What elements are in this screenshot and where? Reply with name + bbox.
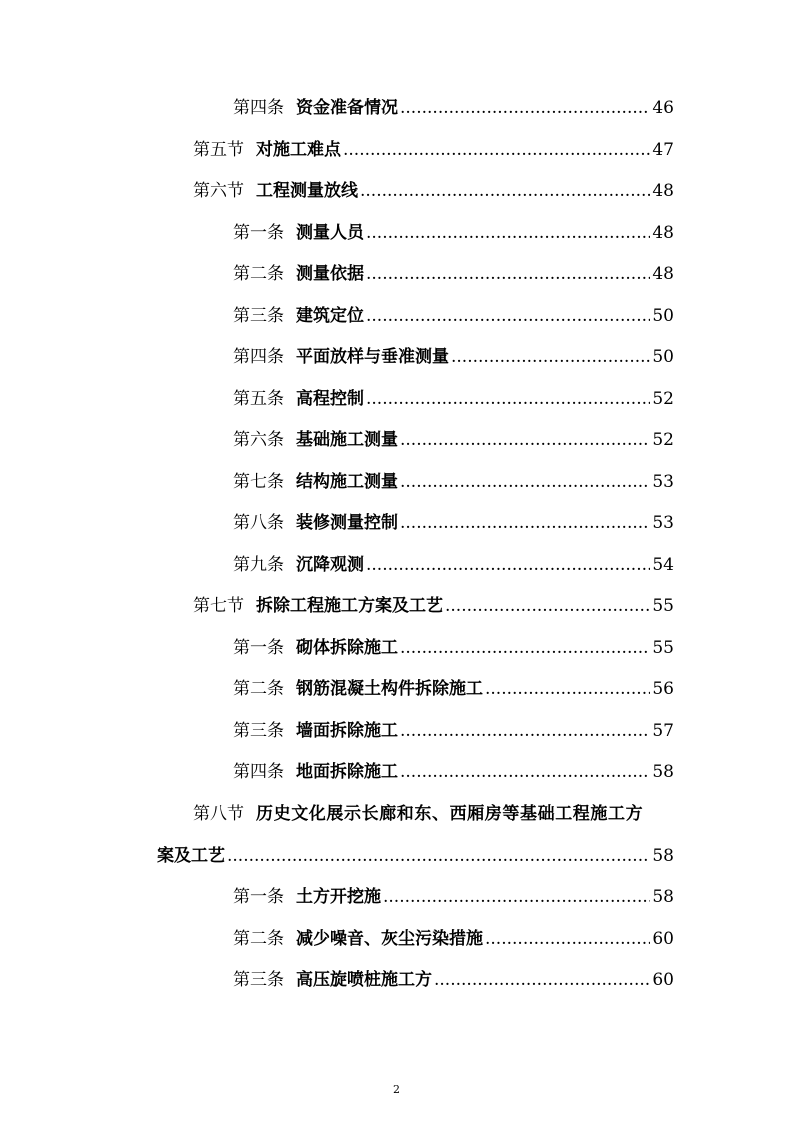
toc-entry[interactable] bbox=[233, 678, 674, 700]
toc-leader-dots bbox=[485, 928, 650, 950]
toc-entry[interactable] bbox=[233, 305, 674, 327]
toc-entry-page: 56 bbox=[652, 679, 674, 699]
toc-entry[interactable] bbox=[233, 388, 674, 410]
toc-entry-page: 60 bbox=[652, 970, 674, 990]
toc-entry-number: 第一条 bbox=[233, 638, 284, 658]
toc-entry-title: 拆除工程施工方案及工艺 bbox=[256, 596, 443, 616]
toc-entry[interactable] bbox=[233, 263, 674, 285]
toc-entry-title: 砌体拆除施工 bbox=[296, 638, 398, 658]
toc-entry-title: 土方开挖施 bbox=[296, 887, 381, 907]
toc-entry-number: 第四条 bbox=[233, 762, 284, 782]
toc-entry-title: 资金准备情况 bbox=[296, 98, 398, 118]
toc-entry-number: 第八条 bbox=[233, 513, 284, 533]
toc-leader-dots bbox=[383, 886, 650, 908]
toc-entry-number: 第三条 bbox=[233, 970, 284, 990]
toc-leader-dots bbox=[400, 720, 650, 742]
toc-entry-page: 53 bbox=[652, 513, 674, 533]
toc-leader-dots bbox=[485, 678, 650, 700]
toc-entry-page: 54 bbox=[652, 555, 674, 575]
toc-entry[interactable] bbox=[233, 928, 674, 950]
toc-entry-title: 钢筋混凝土构件拆除施工 bbox=[296, 679, 483, 699]
toc-leader-dots bbox=[434, 969, 650, 991]
toc-entry-page: 58 bbox=[652, 762, 674, 782]
toc-leader-dots bbox=[366, 222, 650, 244]
toc-leader-dots bbox=[400, 761, 650, 783]
toc-entry-number: 第七条 bbox=[233, 472, 284, 492]
toc-entry-number: 第三条 bbox=[233, 306, 284, 326]
toc-entry[interactable] bbox=[193, 595, 674, 617]
toc-entry[interactable] bbox=[233, 471, 674, 493]
toc-entry[interactable] bbox=[233, 886, 674, 908]
toc-entry-title: 对施工难点 bbox=[256, 140, 341, 160]
toc-entry[interactable] bbox=[233, 637, 674, 659]
toc-leader-dots bbox=[366, 305, 650, 327]
toc-entry-title: 地面拆除施工 bbox=[296, 762, 398, 782]
toc-entry-title: 结构施工测量 bbox=[296, 472, 398, 492]
toc-entry[interactable] bbox=[233, 969, 674, 991]
toc-entry-number: 第九条 bbox=[233, 555, 284, 575]
toc-entry-number: 第八节 bbox=[193, 804, 244, 824]
toc-entry[interactable] bbox=[233, 512, 674, 534]
toc-entry-title: 平面放样与垂准测量 bbox=[296, 347, 449, 367]
toc-leader-dots bbox=[366, 554, 650, 576]
toc-entry[interactable] bbox=[233, 429, 674, 451]
toc-entry-number: 第二条 bbox=[233, 929, 284, 949]
toc-entry-page: 58 bbox=[652, 846, 674, 866]
toc-entry-title: 测量依据 bbox=[296, 264, 364, 284]
toc-entry-continuation[interactable] bbox=[157, 845, 674, 867]
toc-entry-number: 第四条 bbox=[233, 98, 284, 118]
toc-entry-number: 第六条 bbox=[233, 430, 284, 450]
toc-leader-dots bbox=[400, 97, 650, 119]
toc-entry-title: 测量人员 bbox=[296, 223, 364, 243]
toc-leader-dots bbox=[400, 471, 650, 493]
toc-entry[interactable] bbox=[233, 222, 674, 244]
toc-entry-title: 高程控制 bbox=[296, 389, 364, 409]
toc-leader-dots bbox=[400, 429, 650, 451]
toc-entry-page: 60 bbox=[652, 929, 674, 949]
toc-entry-page: 50 bbox=[652, 347, 674, 367]
toc-leader-dots bbox=[227, 845, 650, 867]
toc-entry-page: 48 bbox=[652, 181, 674, 201]
toc-entry[interactable] bbox=[233, 761, 674, 783]
toc-entry-page: 48 bbox=[652, 264, 674, 284]
toc-entry-number: 第七节 bbox=[193, 596, 244, 616]
toc-entry-page: 55 bbox=[652, 596, 674, 616]
toc-leader-dots bbox=[451, 346, 650, 368]
toc-entry-number: 第一条 bbox=[233, 887, 284, 907]
toc-entry-page: 52 bbox=[652, 389, 674, 409]
toc-leader-dots bbox=[343, 139, 650, 161]
toc-entry-title-continued: 案及工艺 bbox=[157, 846, 225, 866]
toc-entry-page: 55 bbox=[652, 638, 674, 658]
toc-leader-dots bbox=[400, 512, 650, 534]
toc-entry-number: 第五节 bbox=[193, 140, 244, 160]
page-number: 2 bbox=[393, 1083, 400, 1096]
toc-entry-title: 装修测量控制 bbox=[296, 513, 398, 533]
toc-entry[interactable] bbox=[193, 180, 674, 202]
toc-entry-number: 第三条 bbox=[233, 721, 284, 741]
toc-entry-page: 48 bbox=[652, 223, 674, 243]
toc-entry-page: 58 bbox=[652, 887, 674, 907]
toc-entry-title: 工程测量放线 bbox=[256, 181, 358, 201]
toc-leader-dots bbox=[366, 388, 650, 410]
toc-entry-page: 53 bbox=[652, 472, 674, 492]
toc-entry-number: 第一条 bbox=[233, 223, 284, 243]
toc-entry-number: 第四条 bbox=[233, 347, 284, 367]
toc-entry-title: 基础施工测量 bbox=[296, 430, 398, 450]
toc-entry-page: 46 bbox=[652, 98, 674, 118]
toc-entry[interactable] bbox=[193, 139, 674, 161]
toc-entry-page: 57 bbox=[652, 721, 674, 741]
toc-entry-page: 52 bbox=[652, 430, 674, 450]
toc-entry-number: 第二条 bbox=[233, 679, 284, 699]
toc-entry[interactable] bbox=[233, 97, 674, 119]
toc-entry[interactable] bbox=[233, 346, 674, 368]
toc-entry[interactable] bbox=[233, 720, 674, 742]
toc-entry-title: 减少噪音、灰尘污染措施 bbox=[296, 929, 483, 949]
toc-entry-title: 沉降观测 bbox=[296, 555, 364, 575]
toc-leader-dots bbox=[366, 263, 650, 285]
toc-entry-title: 历史文化展示长廊和东、西厢房等基础工程施工方 bbox=[256, 804, 644, 824]
toc-entry-number: 第五条 bbox=[233, 389, 284, 409]
toc-entry-title: 建筑定位 bbox=[296, 306, 364, 326]
toc-leader-dots bbox=[445, 595, 650, 617]
toc-entry-title: 墙面拆除施工 bbox=[296, 721, 398, 741]
toc-leader-dots bbox=[400, 637, 650, 659]
toc-entry-title: 高压旋喷桩施工方 bbox=[296, 970, 432, 990]
toc-entry-page: 50 bbox=[652, 306, 674, 326]
toc-entry-wrapped[interactable] bbox=[193, 803, 674, 825]
toc-entry-number: 第二条 bbox=[233, 264, 284, 284]
toc-entry-number: 第六节 bbox=[193, 181, 244, 201]
toc-leader-dots bbox=[360, 180, 650, 202]
toc-entry[interactable] bbox=[233, 554, 674, 576]
toc-entry-page: 47 bbox=[652, 140, 674, 160]
